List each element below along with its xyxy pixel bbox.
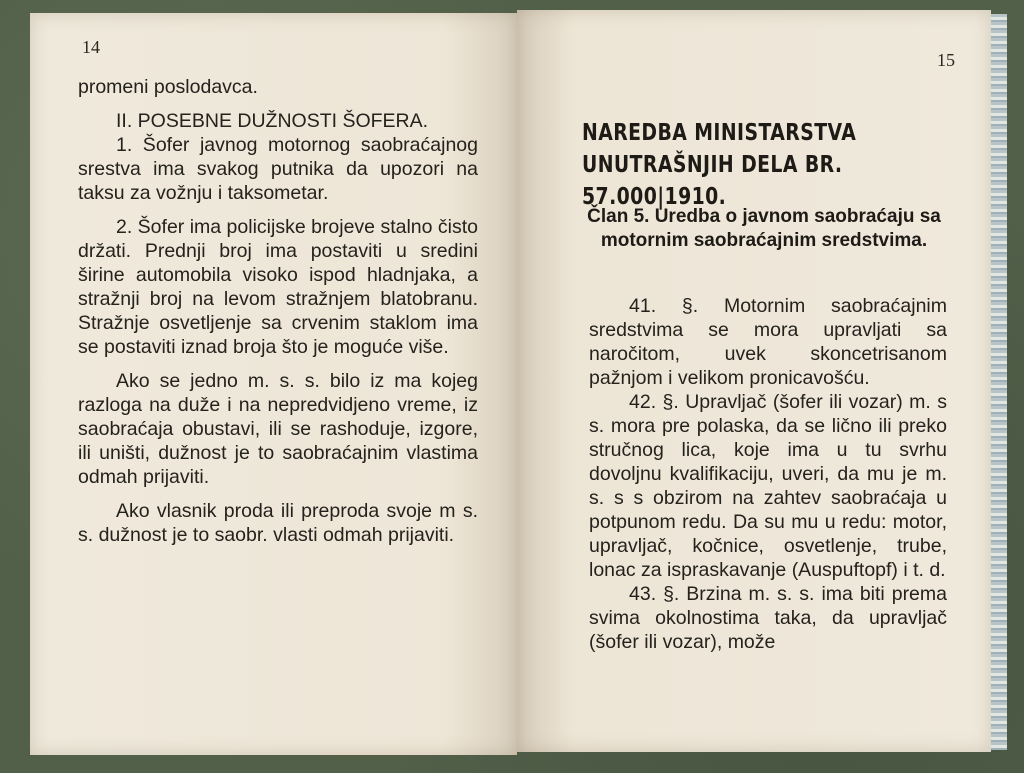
paragraph: 1. Šofer javnog motornog saobraćajnog srestva ima svakog putnika da upozori na taksu za vožnju i taksometar. xyxy=(78,134,478,204)
right-page-body xyxy=(589,294,947,654)
page-edge xyxy=(991,14,1007,750)
right-page xyxy=(517,10,991,752)
decree-heading: NAREDBA MINISTARSTVA UNUTRAŠNJIH DELA BR. 57.000|1910. xyxy=(582,120,857,210)
continuation-text: promeni poslodavca. xyxy=(78,76,258,98)
left-page xyxy=(30,13,517,755)
paragraph: 41. §. Motornim saobraćajnim sredstvima se mora upravljati sa naročitom, uvek skoncetrisanom pažnjom i velikom pronicavošću. xyxy=(589,295,947,389)
paragraph: 42. §. Upravljač (šofer ili vozar) m. s s. mora pre polaska, da se lično ili preko stručnog lica, koje ima u tu svrhu dovoljnu kvalifikaciju, uveri, da mu je m. s. s s obzirom na zahtev saobraćaja u potpunom redu. Da su mu u redu: motor, upravljač, kočnice, osvetlenje, trube, lonac za ispraskavanje (Auspuftopf) i t. d. xyxy=(589,391,947,581)
paragraph: 2. Šofer ima policijske brojeve stalno čisto držati. Prednji broj ima postaviti u sredini širine automobila visoko ispod hladnjaka, a stražnji broj na levom stražnjem blatobranu. Stražnje osvetljenje sa crvenim staklom ima se postaviti iznad broja što je moguće više. xyxy=(78,216,478,358)
page-number: 14 xyxy=(82,37,100,57)
paragraph: Ako se jedno m. s. s. bilo iz ma kojeg razloga na duže i na nepredvidjeno vreme, iz saobraćaja obustavi, ili se rashoduje, izgore, ili uništi, dužnost je to saobraćajnim vlastima odmah prijaviti. xyxy=(78,370,478,488)
left-page-body xyxy=(78,75,478,557)
page-number: 15 xyxy=(937,50,955,70)
paragraph: 43. §. Brzina m. s. s. ima biti prema svima okolnostima taka, da upravljač (šofer ili vozar), može xyxy=(589,583,947,653)
paragraph: Ako vlasnik proda ili preproda svoje m s. s. dužnost je to saobr. vlasti odmah prijaviti. xyxy=(78,500,478,546)
article-subheading: Član 5. Uredba o javnom saobraćaju sa motornim saobraćajnim sredstvima. xyxy=(587,206,941,251)
section-heading: II. POSEBNE DUŽNOSTI ŠOFERA. xyxy=(116,110,429,132)
